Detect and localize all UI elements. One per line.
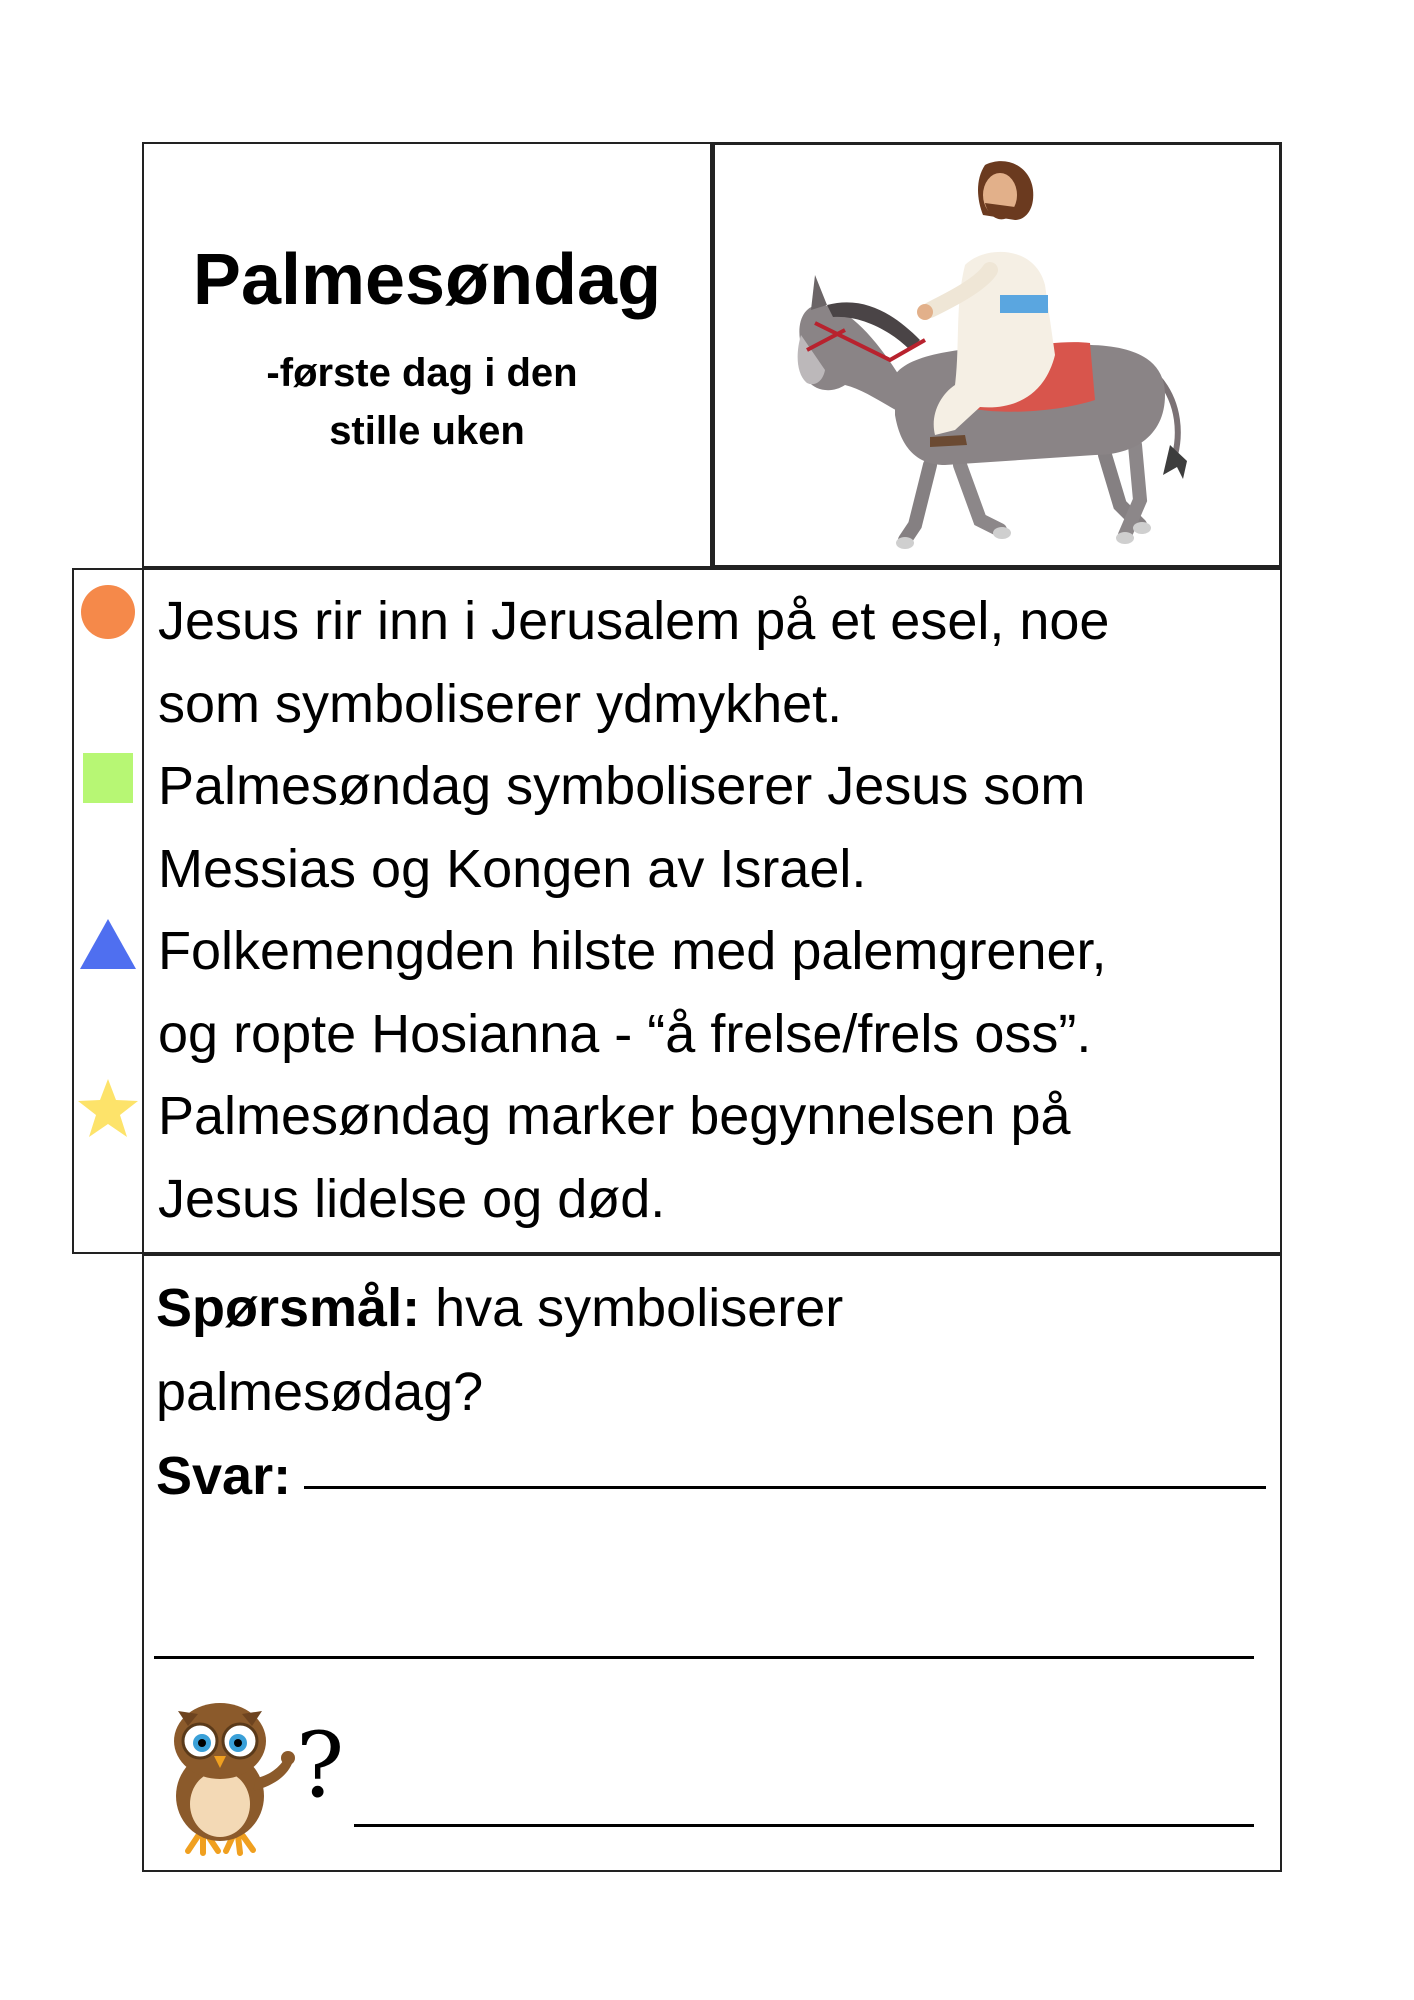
question-mark: ?: [296, 1713, 345, 1818]
question-text: [156, 1266, 843, 1518]
answer-line-1[interactable]: [304, 1486, 1266, 1489]
fact-line: Jesus rir inn i Jerusalem på et esel, noe: [158, 591, 1110, 651]
image-cell: [712, 142, 1282, 568]
answer-line-3[interactable]: [354, 1824, 1254, 1827]
owl-icon: [158, 1696, 298, 1856]
fact-line: Palmesøndag symboliserer Jesus som: [158, 756, 1086, 816]
subtitle-line-1: -første dag i den: [266, 351, 578, 395]
fact-line: Palmesøndag marker begynnelsen på: [158, 1086, 1071, 1146]
subtitle: [144, 344, 710, 460]
question-label: Spørsmål:: [156, 1278, 421, 1338]
fact-line: Folkemengden hilste med palemgrener,: [158, 921, 1107, 981]
fact-line: som symboliserer ydmykhet.: [158, 673, 843, 734]
answer-line-2[interactable]: [154, 1656, 1254, 1659]
triangle-icon: [76, 915, 140, 973]
fact-line: Messias og Kongen av Israel.: [158, 838, 867, 899]
question-line-2: palmesødag?: [156, 1362, 484, 1422]
title-cell: [142, 142, 712, 568]
star-icon: [76, 1076, 140, 1140]
fact-line: og ropte Hosianna - “å frelse/frels oss”.: [158, 1003, 1092, 1064]
square-icon: [80, 750, 136, 806]
page-title: Palmesøndag: [192, 240, 662, 320]
answer-label: Svar:: [156, 1446, 292, 1506]
subtitle-line-2: stille uken: [329, 409, 525, 453]
question-line-1: hva symboliserer: [420, 1278, 844, 1338]
fact-line: Jesus lidelse og død.: [158, 1168, 666, 1229]
facts-cell: [142, 568, 1282, 1254]
jesus-on-donkey-illustration: [715, 145, 1279, 565]
circle-icon: [78, 582, 138, 642]
facts-list: [158, 580, 1109, 1240]
question-cell: [142, 1254, 1282, 1872]
icon-column: [72, 568, 144, 1254]
